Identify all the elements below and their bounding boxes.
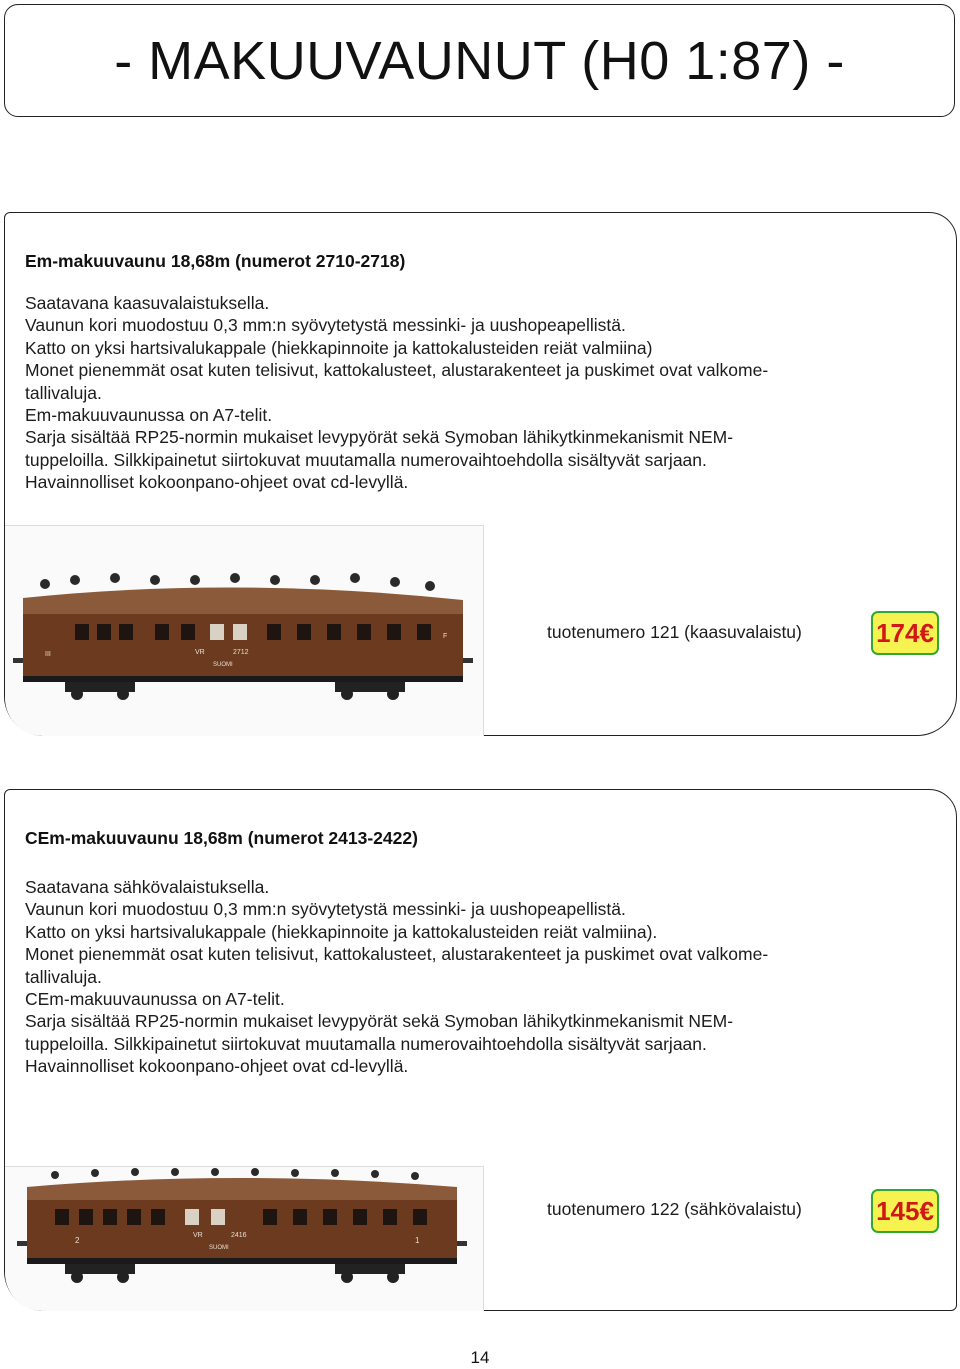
car-bogies: [65, 1264, 405, 1283]
description-line: Monet pienemmät osat kuten telisivut, kattokalusteet, alustarakenteet ja puskimet ovat valkome-: [25, 944, 769, 965]
product-number-label: tuotenumero 121 (kaasuvalaistu): [547, 622, 802, 642]
description-line: Katto on yksi hartsivalukappale (hiekkapinnoite ja kattokalusteiden reiät valmiina).: [25, 921, 658, 942]
car-marking: SUOMI: [209, 1245, 229, 1251]
price-badge: 145€: [871, 1189, 939, 1233]
product-heading: Em-makuuvaunu 18,68m (numerot 2710-2718): [25, 251, 406, 271]
description-line: Sarja sisältää RP25-normin mukaiset levypyörät sekä Symoban lähikytkinmekanismit NEM-: [25, 1011, 734, 1032]
product-card-122: [4, 789, 957, 1311]
description-line: Havainnolliset kokoonpano-ohjeet ovat cd-levyllä.: [25, 1056, 409, 1077]
description-line: Monet pienemmät osat kuten telisivut, kattokalusteet, alustarakenteet ja puskimet ovat valkome-: [25, 360, 769, 381]
car-body: [27, 1200, 457, 1258]
product-card-121: [4, 212, 957, 736]
car-roof: [23, 587, 463, 616]
car-marking: 2416: [231, 1232, 247, 1239]
description-line: CEm-makuuvaunussa on A7-telit.: [25, 989, 285, 1010]
car-marking: 2712: [233, 649, 249, 656]
product-description: [25, 876, 925, 1078]
description-line: Katto on yksi hartsivalukappale (hiekkapinnoite ja kattokalusteiden reiät valmiina): [25, 337, 653, 358]
title-box: [4, 4, 955, 117]
description-line: tuppeloilla. Silkkipainetut siirtokuvat muutamalla numerovaihtoehdolla sisältyvät sarjaan.: [25, 1033, 707, 1054]
description-line: Vaunun kori muodostuu 0,3 mm:n syövytetystä messinki- ja uushopeapellistä.: [25, 315, 626, 336]
car-marking: 2: [75, 1236, 80, 1245]
sleeping-car-image: [5, 1167, 483, 1311]
page-title: - MAKUUVAUNUT (H0 1:87) -: [114, 30, 845, 91]
product-number-label: tuotenumero 122 (sähkövalaistu): [547, 1199, 802, 1219]
product-heading: CEm-makuuvaunu 18,68m (numerot 2413-2422): [25, 828, 418, 848]
car-underframe: [23, 676, 463, 682]
car-marking: 1: [415, 1236, 420, 1245]
car-bogies: [65, 682, 405, 700]
product-photo: [5, 1166, 484, 1311]
car-marking: VR: [193, 1232, 203, 1239]
car-marking: SUOMI: [213, 662, 233, 668]
product-description: [25, 292, 925, 494]
car-marking: III: [45, 651, 51, 658]
sleeping-car-image: [5, 526, 483, 736]
description-line: Saatavana kaasuvalaistuksella.: [25, 293, 270, 313]
description-line: tallivaluja.: [25, 382, 102, 403]
description-line: Em-makuuvaunussa on A7-telit.: [25, 405, 273, 426]
description-line: Sarja sisältää RP25-normin mukaiset levypyörät sekä Symoban lähikytkinmekanismit NEM-: [25, 427, 734, 448]
car-body: [23, 614, 463, 676]
product-photo: [5, 525, 484, 736]
description-line: Vaunun kori muodostuu 0,3 mm:n syövytetystä messinki- ja uushopeapellistä.: [25, 899, 626, 920]
car-marking: F: [443, 633, 448, 640]
car-underframe: [27, 1258, 457, 1264]
car-roof: [27, 1178, 457, 1201]
description-line: tallivaluja.: [25, 966, 102, 987]
page-number: 14: [470, 1348, 490, 1367]
description-line: Havainnolliset kokoonpano-ohjeet ovat cd-levyllä.: [25, 472, 409, 493]
car-marking: VR: [195, 649, 205, 656]
price-badge: 174€: [871, 611, 939, 655]
description-line: Saatavana sähkövalaistuksella.: [25, 877, 270, 897]
description-line: tuppeloilla. Silkkipainetut siirtokuvat muutamalla numerovaihtoehdolla sisältyvät sarjaan.: [25, 449, 707, 470]
